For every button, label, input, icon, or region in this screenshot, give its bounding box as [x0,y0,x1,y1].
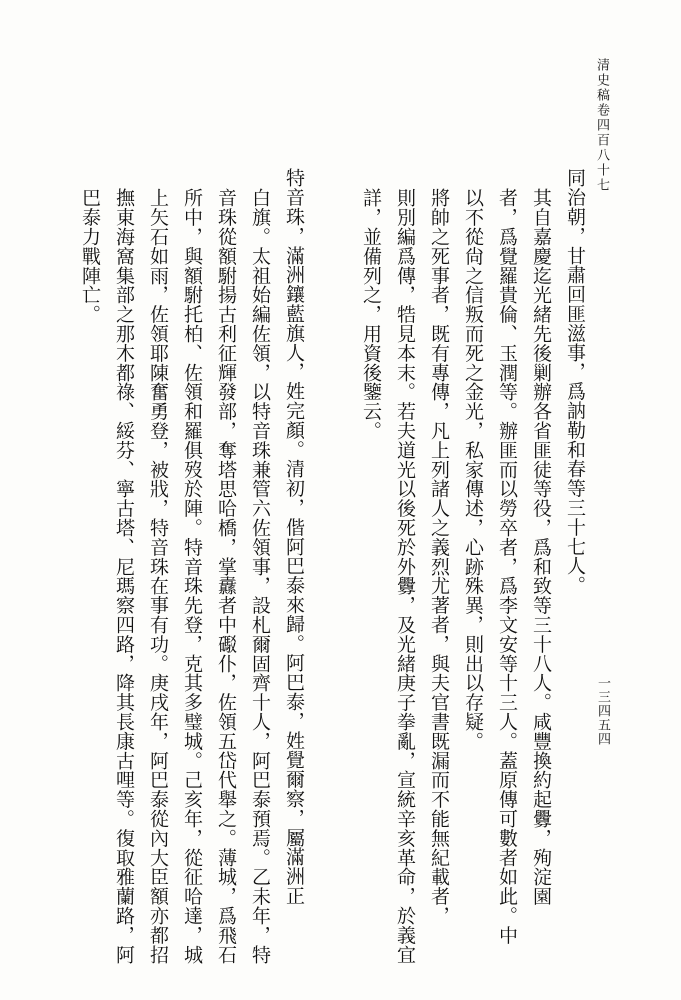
text-column: 音珠從額駙揚古利征輝發部，奪塔思哈橋，掌纛者中礟仆，佐領五岱代舉之。薄城，爲飛石 [215,188,237,964]
text-column: 其自嘉慶迄光緒先後剿辦各省匪徒等役，爲和致等三十八人。咸豐換約起釁，殉淀園 [530,188,552,906]
text-column: 白旗。太祖始編佐領，以特音珠兼管六佐領事，設札爾固齊十人，阿巴泰預焉。乙未年，特 [249,188,271,964]
running-title: 清史稿卷四百八十七 [594,58,609,193]
page-number: 一三四五四 [595,676,610,746]
text-column: 將帥之死事者，既有專傳，凡上列諸人之義烈尤著者，與夫官書既漏而不能無紀載者， [428,188,450,926]
text-column: 上矢石如雨，佐領耶陳奮勇登，被戕，特音珠在事有功。庚戌年，阿巴泰從內大臣額亦都招 [147,188,169,964]
text-column: 詳，並備列之，用資後鑒云。 [360,188,382,441]
text-column: 則別編爲傳，牿見本末。若夫道光以後死於外釁，及光緒庚子拳亂，宣統辛亥革命，於義宜 [394,188,416,964]
text-column: 者，爲覺羅貴倫、玉潤等。辦匪而以勞卒者，爲李文安等十三人。蓋原傳可數者如此。中 [496,188,518,945]
text-column: 以不從尙之信叛而死之金光，私家傳述，心跡殊異，則出以存疑。 [462,188,484,751]
text-column: 巴泰力戰陣亡。 [79,188,101,324]
text-column: 撫東海窩集部之那木都祿、綏芬、寧古塔、尼瑪察四路，降其長康古哩等。復取雅蘭路，阿 [113,188,135,964]
text-column: 所中，與額駙托柏、佐領和羅俱歿於陣。特音珠先登，克其多璧城。己亥年，從征哈達，城 [181,188,203,964]
text-column: 特音珠，滿洲鑲藍旗人，姓完顏。清初，偕阿巴泰來歸。阿巴泰，姓覺爾察，屬滿洲正 [283,168,305,906]
text-column: 同治朝，甘肅回匪滋事，爲訥勒和春等三十七人。 [564,168,586,595]
